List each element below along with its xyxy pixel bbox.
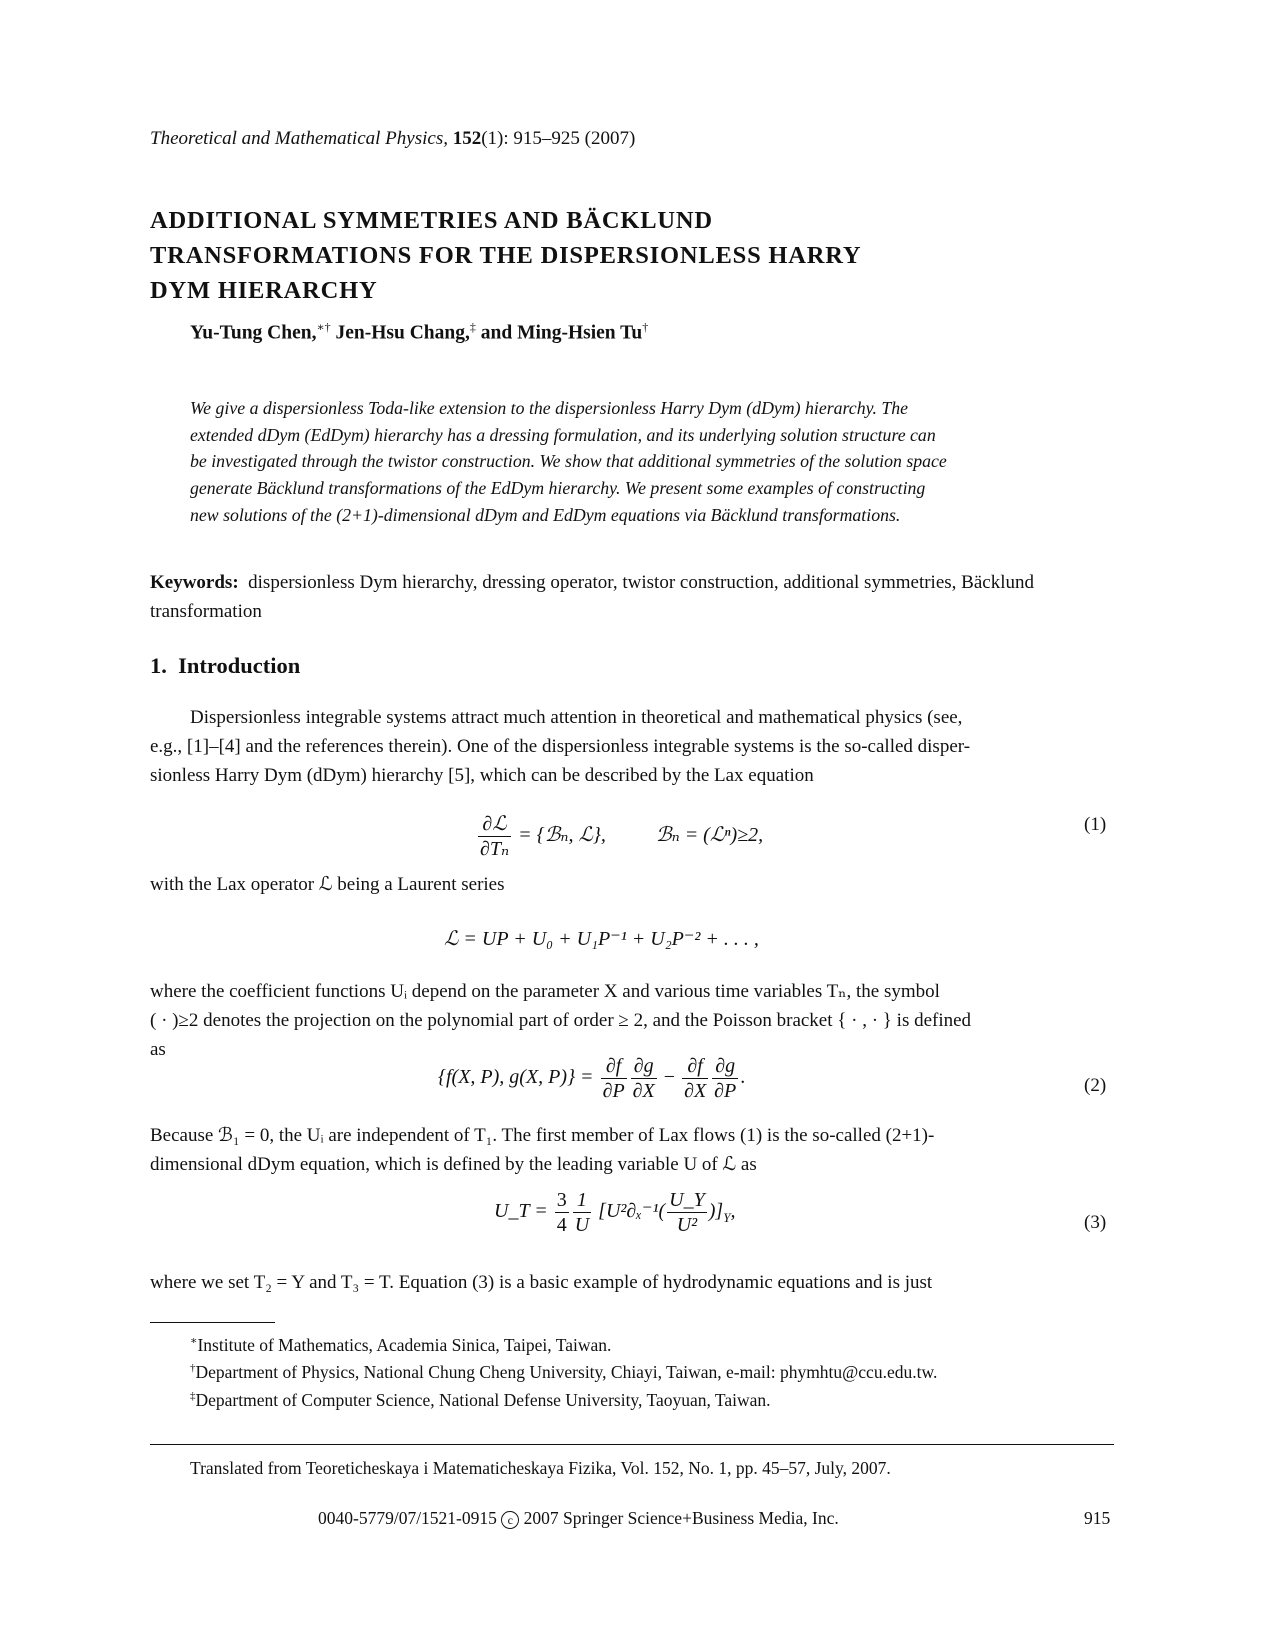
title-line: DYM HIERARCHY: [150, 277, 378, 304]
equation-1: [476, 812, 763, 861]
footnote-text: Department of Physics, National Chung Cheng University, Chiayi, Taiwan, e-mail: phymhtu@ccu.edu.tw.: [195, 1362, 938, 1382]
title-line: TRANSFORMATIONS FOR THE DISPERSIONLESS HARRY: [150, 242, 862, 269]
eq3-frac-den: U: [574, 1214, 590, 1236]
equation-1-label: (1): [1084, 814, 1107, 835]
abstract: [190, 395, 1070, 529]
abstract-line: We give a dispersionless Toda-like extension to the dispersionless Harry Dym (dDym) hierarchy. The: [190, 398, 909, 418]
body-line: ( · )≥2 denotes the projection on the polynomial part of order ≥ 2, and the Poisson bracket { · , · } is defined: [150, 1010, 972, 1031]
eq2-frac-den: ∂X: [684, 1080, 707, 1102]
abstract-line: extended dDym (EdDym) hierarchy has a dressing formulation, and its underlying solution structure can: [190, 424, 936, 445]
eq2-frac-den: ∂X: [632, 1080, 655, 1102]
section-number: 1.: [150, 653, 167, 678]
body-line: sionless Harry Dym (dDym) hierarchy [5], which can be described by the Lax equation: [150, 765, 814, 786]
footnote-text: Institute of Mathematics, Academia Sinica, Taipei, Taiwan.: [197, 1334, 612, 1355]
copyright-icon: c: [501, 1511, 519, 1529]
set-paragraph: [150, 1268, 1120, 1297]
footnote: [190, 1334, 611, 1356]
eq3-subscript: Y: [723, 1210, 731, 1226]
page-number: 915: [1084, 1508, 1111, 1528]
eq2-frac-num: ∂g: [631, 1054, 657, 1079]
footnote-rule: [150, 1322, 275, 1323]
body-line: Dispersionless integrable systems attract much attention in theoretical and mathematical physics (see,: [190, 707, 963, 728]
copyright-line: [318, 1508, 839, 1529]
journal-citation: [150, 128, 635, 150]
title-line: ADDITIONAL SYMMETRIES AND BÄCKLUND: [150, 207, 713, 234]
copyright-text: 2007 Springer Science+Business Media, Inc.: [523, 1508, 839, 1528]
author-3: and Ming-Hsien Tu: [480, 322, 643, 344]
eq1-fraction: [478, 812, 511, 861]
paper-title: [150, 203, 1130, 308]
equation-2-label: (2): [1084, 1075, 1107, 1096]
eq1-rhs2: ℬₙ = (ℒⁿ)≥2,: [655, 824, 764, 847]
laurent-series-equation: ℒ = UP + U₀ + U₁P⁻¹ + U₂P⁻² + . . . ,: [444, 928, 759, 950]
footnote-mark: ∗: [190, 1335, 198, 1347]
body-line: Because ℬ₁ = 0, the Uᵢ are independent of T₁. The first member of Lax flows (1) is the so-called (2+1)-: [150, 1125, 935, 1146]
eq3-frac-num: U_Y: [669, 1189, 705, 1211]
keywords-text: dispersionless Dym hierarchy, dressing operator, twistor construction, additional symmetries, Bäcklund transformation: [150, 572, 1034, 622]
coefficient-paragraph: [150, 977, 1120, 1064]
because-paragraph: [150, 1121, 1120, 1179]
author-1-marks: ∗†: [316, 320, 331, 334]
bottom-rule: [150, 1444, 1114, 1445]
footnote-mark: ‡: [190, 1390, 196, 1403]
eq3-lhs: U_T =: [494, 1200, 548, 1223]
abstract-line: generate Bäcklund transformations of the EdDym hierarchy. We present some examples of constructing: [190, 478, 926, 499]
translation-note: Translated from Teoreticheskaya i Matematicheskaya Fizika, Vol. 152, No. 1, pp. 45–57, July, 2007.: [190, 1458, 891, 1478]
section-heading: [150, 653, 300, 679]
journal-name: Theoretical and Mathematical Physics,: [150, 128, 448, 149]
section-title: Introduction: [178, 653, 301, 678]
abstract-line: new solutions of the (2+1)-dimensional dDym and EdDym equations via Bäcklund transformations.: [190, 504, 901, 525]
eq1-numerator: ∂ℒ: [478, 812, 511, 837]
lax-intro: [150, 870, 1120, 899]
eq2-frac-den: ∂P: [602, 1080, 625, 1102]
body-line: e.g., [1]–[4] and the references therein). One of the dispersionless integrable systems is the so-called disper-: [150, 736, 971, 757]
eq3-frac-den: 4: [556, 1214, 567, 1236]
footnote: [190, 1362, 937, 1383]
keywords-label: Keywords:: [150, 572, 239, 593]
eq2-frac-num: ∂f: [601, 1054, 627, 1079]
body-line: dimensional dDym equation, which is defined by the leading variable U of ℒ as: [150, 1154, 757, 1175]
equation-3: [494, 1188, 735, 1237]
eq2-end: .: [740, 1066, 746, 1089]
eq3-close: )]: [708, 1200, 724, 1223]
eq3-frac-num: 1: [573, 1188, 591, 1213]
author-list: [190, 320, 648, 345]
author-1: Yu-Tung Chen,: [190, 322, 317, 344]
keywords: [150, 568, 1120, 626]
journal-issue-pages: (1): 915–925 (2007): [481, 128, 636, 149]
eq2-lhs: {f(X, P), g(X, P)} =: [438, 1066, 594, 1089]
equation-2: [438, 1054, 745, 1103]
abstract-line: be investigated through the twistor construction. We show that additional symmetries of the solution space: [190, 451, 947, 472]
footnote-text: Department of Computer Science, National Defense University, Taoyuan, Taiwan.: [195, 1390, 771, 1410]
body-line: with the Lax operator ℒ being a Laurent series: [150, 874, 505, 895]
eq2-minus: −: [663, 1066, 676, 1089]
body-line: where the coefficient functions Uᵢ depend on the parameter X and various time variables Tₙ, the symbol: [150, 981, 940, 1002]
eq3-frac-num: 3: [556, 1189, 567, 1211]
author-2-marks: ‡: [469, 320, 476, 334]
eq2-frac-num: ∂g: [712, 1054, 738, 1079]
eq2-frac-num: ∂f: [682, 1054, 708, 1079]
eq2-frac-den: ∂P: [714, 1080, 737, 1102]
body-line: as: [150, 1039, 166, 1060]
eq1-rhs1: = {ℬₙ, ℒ},: [518, 824, 606, 847]
issn: 0040-5779/07/1521-0915: [318, 1508, 497, 1528]
eq3-frac-den: U²: [676, 1214, 698, 1236]
equation-3-label: (3): [1084, 1212, 1107, 1233]
author-2: Jen-Hsu Chang,: [335, 322, 470, 344]
eq1-denominator: ∂Tₙ: [480, 838, 510, 860]
footnote-mark: †: [190, 1362, 196, 1375]
eq3-end: ,: [730, 1200, 736, 1223]
eq3-mid: [U²∂ₓ⁻¹(: [598, 1200, 666, 1223]
body-line: where we set T₂ = Y and T₃ = T. Equation (3) is a basic example of hydrodynamic equations and is just: [150, 1272, 933, 1293]
journal-volume: 152: [452, 128, 482, 149]
footnote: [190, 1390, 771, 1411]
author-3-marks: †: [642, 320, 649, 334]
intro-paragraph: [150, 703, 1120, 790]
